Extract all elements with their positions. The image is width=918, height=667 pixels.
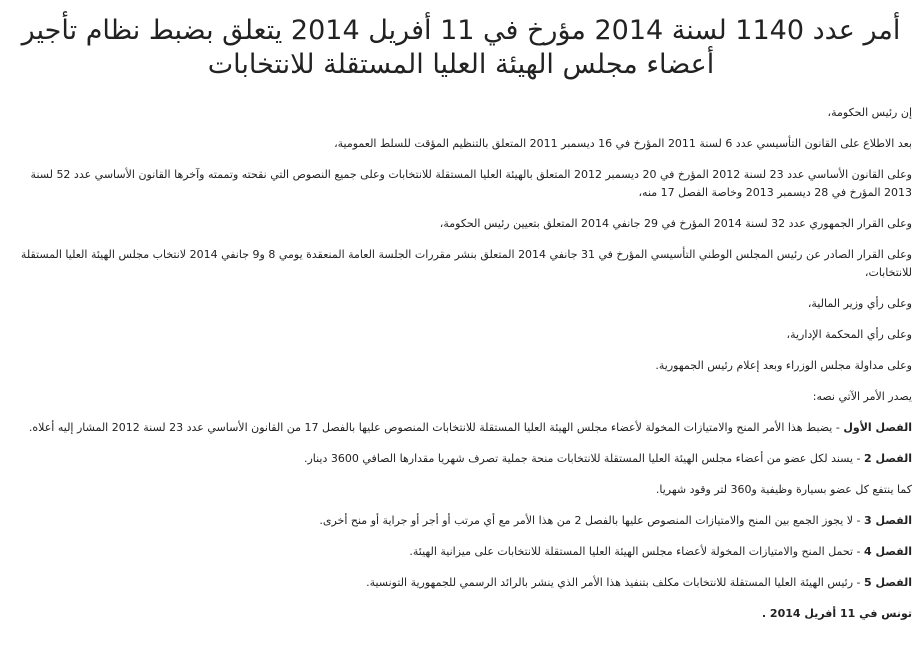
preamble-paragraph: وعلى رأي المحكمة الإدارية، <box>786 328 912 341</box>
article-label: الفصل 5 <box>864 576 912 589</box>
article-5 <box>10 574 912 592</box>
preamble-paragraph: بعد الاطلاع على القانون التأسيسي عدد 6 لسنة 2011 المؤرخ في 16 ديسمبر 2011 المتعلق بالتنظيم المؤقت للسلط العمومية، <box>334 137 912 150</box>
article-text: - يضبط هذا الأمر المنح والامتيازات المخولة لأعضاء مجلس الهيئة العليا المستقلة للانتخابات المنصوص عليها بالفصل 17 من القانون الأساسي عدد 23 لسنة 2012 المشار إليه أعلاه. <box>28 421 844 434</box>
preamble-paragraph: وعلى القانون الأساسي عدد 23 لسنة 2012 المؤرخ في 20 ديسمبر 2012 المتعلق بالهيئة العليا المستقلة للانتخابات وعلى جميع النصوص التي نقحته وتممته وآخرها القانون الأساسي عدد 52 لسنة 2013 المؤرخ في 28 ديسمبر 2013 وخاصة الفصل 17 منه، <box>30 168 912 199</box>
article-text: - يسند لكل عضو من أعضاء مجلس الهيئة العليا المستقلة للانتخابات منحة جملية تصرف شهريا مقدارها الصافي 3600 دينار. <box>303 452 865 465</box>
signature-line: تونس في 11 أفريل 2014 . <box>761 607 912 620</box>
article-label: الفصل الأول <box>843 421 912 434</box>
article-2-extra: كما ينتفع كل عضو بسيارة وظيفية و360 لتر وقود شهريا. <box>655 483 912 496</box>
article-3 <box>10 512 912 530</box>
article-label: الفصل 3 <box>864 514 912 527</box>
intro-line: إن رئيس الحكومة، <box>827 106 912 119</box>
article-2 <box>10 450 912 468</box>
decree-intro: يصدر الأمر الآتي نصه: <box>812 390 912 403</box>
preamble-paragraph: وعلى القرار الصادر عن رئيس المجلس الوطني التأسيسي المؤرخ في 31 جانفي 2014 المتعلق بنشر مقررات الجلسة العامة المنعقدة يومي 8 و9 جانفي 2014 لانتخاب مجلس الهيئة العليا المستقلة للانتخابات، <box>20 248 912 279</box>
preamble-paragraph: وعلى رأي وزير المالية، <box>807 297 912 310</box>
preamble-paragraph: وعلى مداولة مجلس الوزراء وبعد إعلام رئيس الجمهورية. <box>655 359 912 372</box>
article-text: - تحمل المنح والامتيازات المخولة لأعضاء مجلس الهيئة العليا المستقلة للانتخابات على ميزانية الهيئة. <box>409 545 865 558</box>
article-text: - لا يجوز الجمع بين المنح والامتيازات المنصوص عليها بالفصل 2 من هذا الأمر مع أي مرتب أو أجر أو جراية أو منح أخرى. <box>319 514 865 527</box>
article-label: الفصل 4 <box>864 545 912 558</box>
article-text: - رئيس الهيئة العليا المستقلة للانتخابات مكلف بتنفيذ هذا الأمر الذي ينشر بالرائد الرسمي للجمهورية التونسية. <box>366 576 865 589</box>
article-4 <box>10 543 912 561</box>
article-label: الفصل 2 <box>864 452 912 465</box>
document-title: أمر عدد 1140 لسنة 2014 مؤرخ في 11 أفريل 2014 يتعلق بضبط نظام تأجير أعضاء مجلس الهيئة العليا المستقلة للانتخابات <box>21 15 901 80</box>
article-1 <box>10 419 912 437</box>
preamble-paragraph: وعلى القرار الجمهوري عدد 32 لسنة 2014 المؤرخ في 29 جانفي 2014 المتعلق بتعيين رئيس الحكومة، <box>439 217 912 230</box>
document-body <box>10 104 912 623</box>
